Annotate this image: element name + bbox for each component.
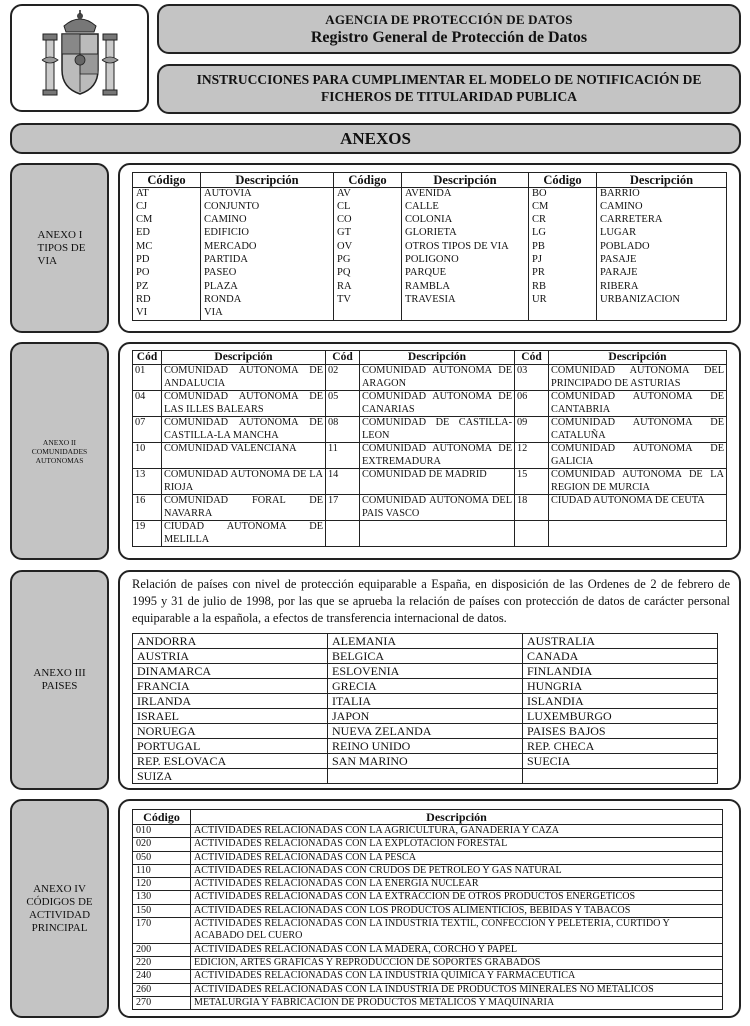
description-cell — [597, 307, 727, 320]
description-cell: COMUNIDAD DE MADRID — [360, 469, 515, 495]
code-cell: 120 — [133, 878, 191, 891]
description-cell: PARAJE — [597, 267, 727, 280]
description-cell: ACTIVIDADES RELACIONADAS CON LA EXTRACCION DE OTROS PRODUCTOS ENERGETICOS — [191, 891, 723, 904]
description-cell: ACTIVIDADES RELACIONADAS CON CRUDOS DE PETROLEO Y GAS NATURAL — [191, 864, 723, 877]
description-cell: COLONIA — [402, 214, 529, 227]
description-cell: COMUNIDAD AUTONOMA DE EXTREMADURA — [360, 443, 515, 469]
side-label-line: ANEXO III — [33, 667, 86, 679]
description-cell: CAMINO — [201, 214, 334, 227]
country-cell: ISLANDIA — [523, 694, 718, 709]
table-row — [133, 769, 718, 784]
description-cell: EDICION, ARTES GRAFICAS Y REPRODUCCION DE SOPORTES GRABADOS — [191, 956, 723, 969]
code-cell: 260 — [133, 983, 191, 996]
description-cell: COMUNIDAD AUTONOMA DE CANARIAS — [360, 391, 515, 417]
country-cell: JAPON — [328, 709, 523, 724]
description-cell — [549, 521, 727, 547]
table-row — [133, 724, 718, 739]
code-cell: ED — [133, 227, 201, 240]
code-cell: PG — [334, 254, 402, 267]
code-cell: GT — [334, 227, 402, 240]
code-cell: 170 — [133, 918, 191, 944]
description-cell: COMUNIDAD AUTONOMA DE ANDALUCIA — [162, 365, 326, 391]
description-cell: AVENIDA — [402, 188, 529, 201]
country-cell: PORTUGAL — [133, 739, 328, 754]
description-cell: LUGAR — [597, 227, 727, 240]
code-cell: CJ — [133, 201, 201, 214]
description-cell — [402, 307, 529, 320]
description-header: Descripción — [402, 173, 529, 188]
side-label-text — [26, 883, 92, 935]
code-cell: 14 — [326, 469, 360, 495]
code-cell: RA — [334, 281, 402, 294]
code-cell: 150 — [133, 904, 191, 917]
country-cell: HUNGRIA — [523, 679, 718, 694]
code-cell: 18 — [515, 495, 549, 521]
country-cell: NORUEGA — [133, 724, 328, 739]
table-row — [133, 443, 727, 469]
description-header: Descripción — [360, 351, 515, 365]
country-cell: LUXEMBURGO — [523, 709, 718, 724]
code-cell: 010 — [133, 825, 191, 838]
code-cell: MC — [133, 241, 201, 254]
code-cell — [529, 307, 597, 320]
description-cell: COMUNIDAD AUTONOMA DE GALICIA — [549, 443, 727, 469]
description-cell: COMUNIDAD FORAL DE NAVARRA — [162, 495, 326, 521]
table-row — [133, 943, 723, 956]
code-cell: 130 — [133, 891, 191, 904]
table-row — [133, 281, 727, 294]
description-cell: CIUDAD AUTONOMA DE CEUTA — [549, 495, 727, 521]
description-header: Descripción — [162, 351, 326, 365]
code-cell: PB — [529, 241, 597, 254]
description-cell: CIUDAD AUTONOMA DE MELILLA — [162, 521, 326, 547]
description-cell: ACTIVIDADES RELACIONADAS CON LA AGRICULTURA, GANADERIA Y CAZA — [191, 825, 723, 838]
table-row — [133, 891, 723, 904]
table-row — [133, 664, 718, 679]
code-cell: 200 — [133, 943, 191, 956]
table-row — [133, 983, 723, 996]
code-cell: OV — [334, 241, 402, 254]
side-label-line: CÓDIGOS DE — [26, 895, 93, 908]
country-cell: SAN MARINO — [328, 754, 523, 769]
country-cell: FINLANDIA — [523, 664, 718, 679]
code-cell: 13 — [133, 469, 162, 495]
code-cell: 19 — [133, 521, 162, 547]
description-cell: ACTIVIDADES RELACIONADAS CON LA INDUSTRIA QUIMICA Y FARMACEUTICA — [191, 970, 723, 983]
code-cell: AV — [334, 188, 402, 201]
code-cell: TV — [334, 294, 402, 307]
description-cell: RONDA — [201, 294, 334, 307]
side-label-line: PAISES — [41, 680, 78, 692]
table-row — [133, 878, 723, 891]
description-cell: ACTIVIDADES RELACIONADAS CON LA EXPLOTACION FORESTAL — [191, 838, 723, 851]
description-cell: EDIFICIO — [201, 227, 334, 240]
country-cell: REINO UNIDO — [328, 739, 523, 754]
table-row — [133, 214, 727, 227]
countries-table — [132, 633, 718, 784]
side-label-line: ANEXO I — [37, 228, 83, 241]
road-types-table — [132, 172, 727, 321]
table-row — [133, 521, 727, 547]
country-cell: REP. ESLOVACA — [133, 754, 328, 769]
country-cell: DINAMARCA — [133, 664, 328, 679]
code-cell: PQ — [334, 267, 402, 280]
country-cell: AUSTRIA — [133, 649, 328, 664]
code-cell: 16 — [133, 495, 162, 521]
country-cell: CANADA — [523, 649, 718, 664]
description-cell: MERCADO — [201, 241, 334, 254]
code-cell: AT — [133, 188, 201, 201]
code-cell: 020 — [133, 838, 191, 851]
side-label-anexo-4 — [10, 799, 109, 1018]
table-row — [133, 294, 727, 307]
country-cell: NUEVA ZELANDA — [328, 724, 523, 739]
country-cell: AUSTRALIA — [523, 634, 718, 649]
country-cell: ANDORRA — [133, 634, 328, 649]
side-label-line: ANEXO II — [42, 437, 77, 447]
description-cell: PARTIDA — [201, 254, 334, 267]
description-cell: COMUNIDAD AUTONOMA DE CATALUÑA — [549, 417, 727, 443]
code-header: Código — [133, 173, 201, 188]
code-cell: 050 — [133, 851, 191, 864]
code-header: Código — [529, 173, 597, 188]
anexo-4-panel — [118, 799, 741, 1018]
table-row — [133, 267, 727, 280]
agency-name: AGENCIA DE PROTECCIÓN DE DATOS — [325, 12, 573, 27]
table-row — [133, 495, 727, 521]
description-cell: COMUNIDAD AUTONOMA DE LA REGION DE MURCIA — [549, 469, 727, 495]
code-cell: 02 — [326, 365, 360, 391]
instructions-title: INSTRUCCIONES PARA CUMPLIMENTAR EL MODELO DE NOTIFICACIÓN DE FICHEROS DE TITULARIDAD PUBLICA — [196, 72, 702, 104]
side-label-text — [38, 229, 86, 268]
description-cell: COMUNIDAD AUTONOMA DE LAS ILLES BALEARS — [162, 391, 326, 417]
country-cell: ITALIA — [328, 694, 523, 709]
country-cell: ALEMANIA — [328, 634, 523, 649]
table-row — [133, 904, 723, 917]
country-cell: ISRAEL — [133, 709, 328, 724]
code-cell: CM — [133, 214, 201, 227]
code-cell — [334, 307, 402, 320]
table-row — [133, 754, 718, 769]
code-cell: LG — [529, 227, 597, 240]
country-cell: BELGICA — [328, 649, 523, 664]
code-cell: 03 — [515, 365, 549, 391]
description-cell: TRAVESIA — [402, 294, 529, 307]
registry-name: Registro General de Protección de Datos — [310, 29, 588, 46]
code-cell: 240 — [133, 970, 191, 983]
table-row — [133, 634, 718, 649]
side-label-line: ANEXO IV — [33, 882, 86, 895]
description-cell: COMUNIDAD AUTONOMA DE CANTABRIA — [549, 391, 727, 417]
description-cell: COMUNIDAD DE CASTILLA-LEON — [360, 417, 515, 443]
code-header: Cód — [133, 351, 162, 365]
description-header: Descripción — [597, 173, 727, 188]
table-header-row — [133, 173, 727, 188]
table-row — [133, 679, 718, 694]
code-cell: 270 — [133, 996, 191, 1009]
description-cell: CAMINO — [597, 201, 727, 214]
table-header-row — [133, 351, 727, 365]
description-cell: COMUNIDAD AUTONOMA DEL PRINCIPADO DE ASTURIAS — [549, 365, 727, 391]
autonomous-communities-table — [132, 350, 727, 547]
code-cell: 09 — [515, 417, 549, 443]
description-cell — [360, 521, 515, 547]
description-cell: ACTIVIDADES RELACIONADAS CON LOS PRODUCTOS ALIMENTICIOS, BEBIDAS Y TABACOS — [191, 904, 723, 917]
code-cell: PZ — [133, 281, 201, 294]
country-cell: GRECIA — [328, 679, 523, 694]
description-cell: COMUNIDAD AUTONOMA DE CASTILLA-LA MANCHA — [162, 417, 326, 443]
country-cell: ESLOVENIA — [328, 664, 523, 679]
description-cell: POLIGONO — [402, 254, 529, 267]
anexo-3-panel — [118, 570, 741, 790]
side-label-line: COMUNIDADES — [31, 446, 88, 456]
table-row — [133, 254, 727, 267]
description-cell: PARQUE — [402, 267, 529, 280]
description-cell: CARRETERA — [597, 214, 727, 227]
country-cell: SUIZA — [133, 769, 328, 784]
description-cell: COMUNIDAD AUTONOMA DEL PAIS VASCO — [360, 495, 515, 521]
code-header: Código — [334, 173, 402, 188]
code-cell: VI — [133, 307, 201, 320]
anexo-2-panel — [118, 342, 741, 560]
description-cell: BARRIO — [597, 188, 727, 201]
country-cell: REP. CHECA — [523, 739, 718, 754]
side-label-anexo-2 — [10, 342, 109, 560]
side-label-text — [32, 438, 87, 465]
code-cell: 110 — [133, 864, 191, 877]
table-row — [133, 996, 723, 1009]
code-cell — [326, 521, 360, 547]
activity-codes-table — [132, 809, 723, 1010]
description-cell: PASAJE — [597, 254, 727, 267]
description-cell: CALLE — [402, 201, 529, 214]
country-cell: FRANCIA — [133, 679, 328, 694]
section-title — [10, 123, 741, 154]
table-row — [133, 391, 727, 417]
description-cell: PASEO — [201, 267, 334, 280]
table-row — [133, 739, 718, 754]
code-cell: 15 — [515, 469, 549, 495]
table-row — [133, 417, 727, 443]
instructions-header — [157, 64, 741, 114]
side-label-line: VIA — [37, 254, 58, 267]
description-header: Descripción — [191, 810, 723, 825]
code-cell: 220 — [133, 956, 191, 969]
country-cell: IRLANDA — [133, 694, 328, 709]
description-cell: ACTIVIDADES RELACIONADAS CON LA ENERGIA NUCLEAR — [191, 878, 723, 891]
table-row — [133, 709, 718, 724]
code-cell: 11 — [326, 443, 360, 469]
description-cell: VIA — [201, 307, 334, 320]
code-cell: CL — [334, 201, 402, 214]
code-cell: RB — [529, 281, 597, 294]
code-cell: UR — [529, 294, 597, 307]
description-cell: URBANIZACION — [597, 294, 727, 307]
side-label-text — [33, 667, 85, 693]
description-cell: PLAZA — [201, 281, 334, 294]
country-cell — [523, 769, 718, 784]
table-row — [133, 469, 727, 495]
table-row — [133, 201, 727, 214]
code-cell: 12 — [515, 443, 549, 469]
agency-header — [157, 4, 741, 54]
code-cell: PO — [133, 267, 201, 280]
code-cell: BO — [529, 188, 597, 201]
description-cell: COMUNIDAD AUTONOMA DE ARAGON — [360, 365, 515, 391]
description-header: Descripción — [549, 351, 727, 365]
description-cell: ACTIVIDADES RELACIONADAS CON LA INDUSTRIA DE PRODUCTOS MINERALES NO METALICOS — [191, 983, 723, 996]
table-row — [133, 188, 727, 201]
description-cell: ACTIVIDADES RELACIONADAS CON LA PESCA — [191, 851, 723, 864]
side-label-line: ACTIVIDAD — [28, 908, 91, 921]
description-cell: GLORIETA — [402, 227, 529, 240]
description-cell: COMUNIDAD AUTONOMA DE LA RIOJA — [162, 469, 326, 495]
table-header-row — [133, 810, 723, 825]
code-cell: 06 — [515, 391, 549, 417]
code-cell: PR — [529, 267, 597, 280]
side-label-anexo-1 — [10, 163, 109, 333]
country-cell — [328, 769, 523, 784]
table-row — [133, 838, 723, 851]
description-header: Descripción — [201, 173, 334, 188]
description-cell: CONJUNTO — [201, 201, 334, 214]
description-cell: AUTOVIA — [201, 188, 334, 201]
table-row — [133, 227, 727, 240]
code-header: Cód — [326, 351, 360, 365]
code-cell: RD — [133, 294, 201, 307]
code-cell: 04 — [133, 391, 162, 417]
code-cell: 17 — [326, 495, 360, 521]
table-row — [133, 307, 727, 320]
table-row — [133, 694, 718, 709]
section-title-text: ANEXOS — [340, 129, 411, 148]
table-row — [133, 970, 723, 983]
code-cell — [515, 521, 549, 547]
description-cell: RIBERA — [597, 281, 727, 294]
description-cell: POBLADO — [597, 241, 727, 254]
code-cell: PD — [133, 254, 201, 267]
description-cell: METALURGIA Y FABRICACION DE PRODUCTOS METALICOS Y MAQUINARIA — [191, 996, 723, 1009]
code-cell: CR — [529, 214, 597, 227]
description-cell: OTROS TIPOS DE VIA — [402, 241, 529, 254]
code-cell: CO — [334, 214, 402, 227]
table-row — [133, 864, 723, 877]
description-cell: RAMBLA — [402, 281, 529, 294]
side-label-line: TIPOS DE — [37, 241, 86, 254]
code-cell: 01 — [133, 365, 162, 391]
table-row — [133, 956, 723, 969]
description-cell: COMUNIDAD VALENCIANA — [162, 443, 326, 469]
anexo-1-panel — [118, 163, 741, 333]
code-header: Cód — [515, 351, 549, 365]
coat-of-arms-icon — [40, 10, 120, 106]
countries-intro-paragraph: Relación de países con nivel de protección equiparable a España, en disposición de las Ordenes de 2 de febrero de 1995 y 31 de julio de 1998, por las que se aprueba la relación de países con protección de datos de carácter personal equiparable a la española, a efectos de transferencia internacional de datos. — [132, 577, 730, 625]
country-cell: PAISES BAJOS — [523, 724, 718, 739]
code-cell: 08 — [326, 417, 360, 443]
code-cell: 07 — [133, 417, 162, 443]
side-label-anexo-3 — [10, 570, 109, 790]
country-cell: SUECIA — [523, 754, 718, 769]
side-label-line: PRINCIPAL — [31, 921, 88, 934]
table-row — [133, 241, 727, 254]
code-cell: PJ — [529, 254, 597, 267]
coat-of-arms-logo — [10, 4, 149, 112]
table-row — [133, 851, 723, 864]
description-cell: ACTIVIDADES RELACIONADAS CON LA INDUSTRIA TEXTIL, CONFECCION Y PELETERIA, CURTIDO Y ACABADO DEL CUERO — [191, 918, 723, 944]
table-row — [133, 825, 723, 838]
description-cell: ACTIVIDADES RELACIONADAS CON LA MADERA, CORCHO Y PAPEL — [191, 943, 723, 956]
code-cell: 05 — [326, 391, 360, 417]
code-cell: CM — [529, 201, 597, 214]
code-header: Código — [133, 810, 191, 825]
table-row — [133, 918, 723, 944]
table-row — [133, 649, 718, 664]
code-cell: 10 — [133, 443, 162, 469]
table-row — [133, 365, 727, 391]
side-label-line: AUTONOMAS — [35, 455, 84, 465]
